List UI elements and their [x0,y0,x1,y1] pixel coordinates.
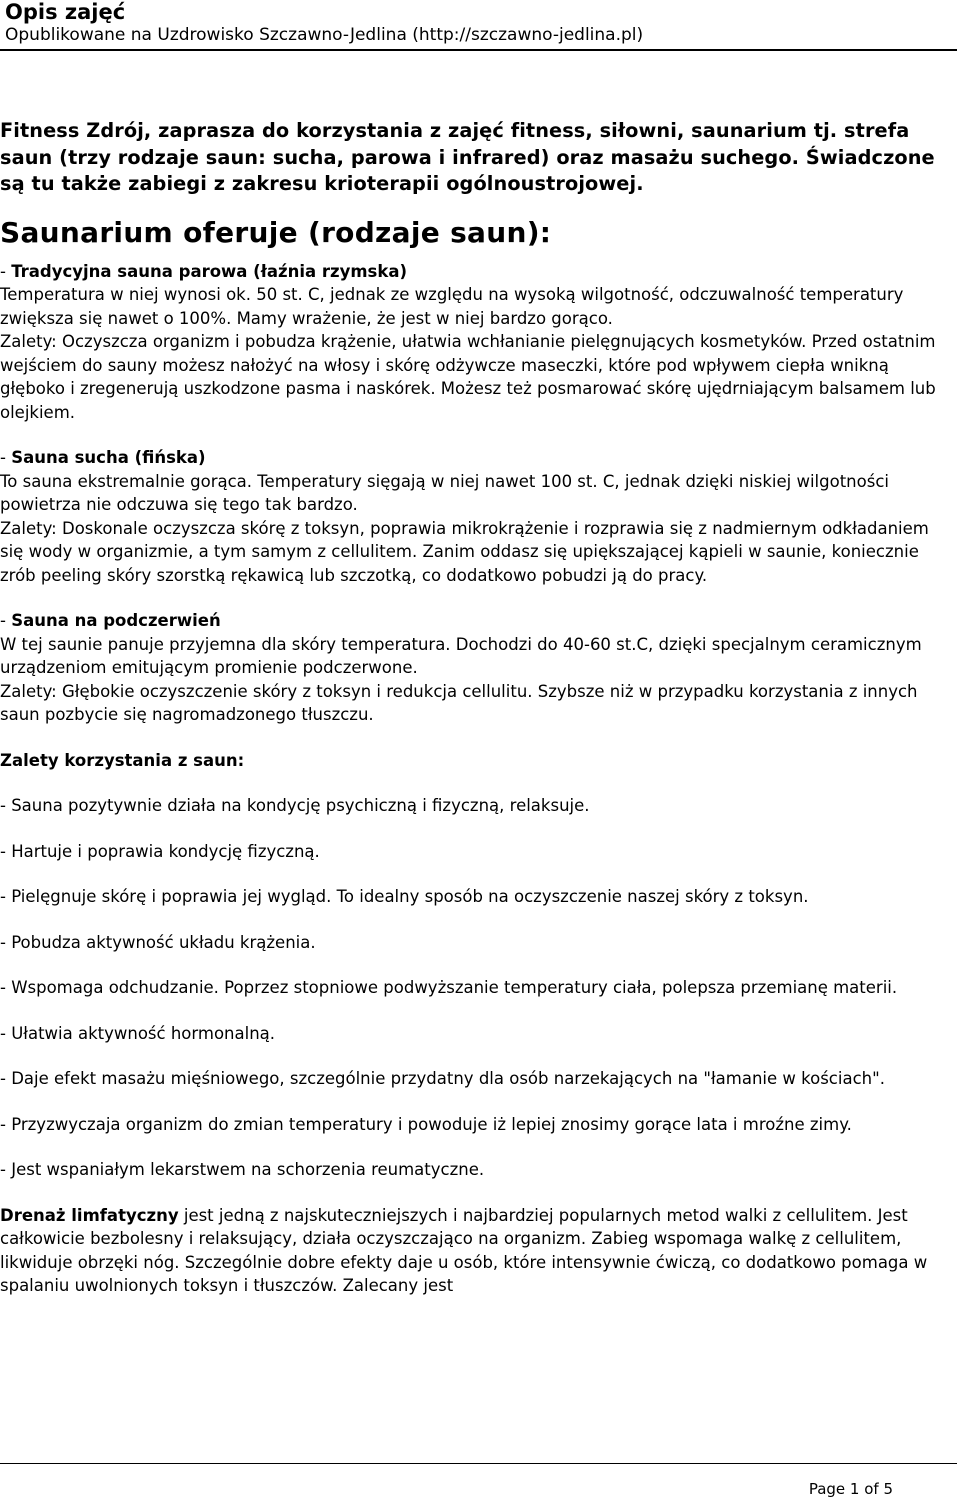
page-number: Page 1 of 5 [808,1480,893,1498]
sauna-podczerwien-description: W tej saunie panuje przyjemna dla skóry temperatura. Dochodzi do 40-60 st.C, dzięki specjalnym ceramicznym urządzeniom emitującym promienie podczerwone. [0,634,922,677]
saunarium-heading: Saunarium oferuje (rodzaje saun): [0,215,552,249]
sauna-sucha-name: Sauna sucha (fińska) [11,448,206,467]
article-body [0,118,952,1298]
sauna-parowa-name: Tradycyjna sauna parowa (łaźnia rzymska) [11,261,408,281]
sauna-podczerwien-name: Sauna na podczerwień [11,611,221,630]
header-divider [0,49,957,51]
sauna-sucha-description: To sauna ekstremalnie gorąca. Temperatury sięgają w niej nawet 100 st. C, jednak dzięki niskiej wilgotności powietrza nie odczuwa się tego tak bardzo. [0,471,889,514]
document-page [5,0,957,46]
drenaz-text: jest jedną z najskuteczniejszych i najbardziej popularnych metod walki z cellulitem. Jest całkowicie bezbolesny i relaksujący, działa oczyszczająco na organizm. Zabieg wspomaga walkę z cellulitem, likwiduje obrzęki nóg. Szczególnie dobre efekty daje u osób, które intensywnie ćwiczą, co dodatkowo pomaga w spalaniu uwolnionych toksyn i tłuszczów. Zalecany jest [0,1205,928,1295]
sauna-sucha-title [0,446,952,470]
footer-divider [0,1463,957,1464]
sauna-sucha-benefits: Zalety: Doskonale oczyszcza skórę z toksyn, poprawia mikrokrążenie i rozprawia się z nadmiernym odkładaniem się wody w organizmie, a tym samym z cellulitem. Zanim oddasz się upiększającej kąpieli w saunie, koniecznie zrób peeling skóry szorstką rękawicą lub szczotką, co dodatkowo pobudzi ją do pracy. [0,518,929,585]
page-title: Opis zajęć [5,0,126,24]
list-item: - Pielęgnuje skórę i poprawia jej wygląd. To idealny sposób na oczyszczenie naszej skóry z toksyn. [0,887,809,906]
list-item: - Pobudza aktywność układu krążenia. [0,932,316,952]
list-dash: - [0,448,12,467]
list-item: - Daje efekt masażu mięśniowego, szczególnie przydatny dla osób narzekających na "łamanie w kościach". [0,1069,885,1088]
list-item: - Hartuje i poprawia kondycję fizyczną. [0,841,320,861]
list-item: - Wspomaga odchudzanie. Poprzez stopniowe podwyższanie temperatury ciała, polepsza przemianę materii. [0,978,898,997]
list-dash: - [0,261,12,281]
sauna-podczerwien-benefits: Zalety: Głębokie oczyszczenie skóry z toksyn i redukcja cellulitu. Szybsze niż w przypadku korzystania z innych saun pozbycie się nagromadzonego tłuszczu. [0,681,918,724]
page-footer [0,1463,960,1498]
intro-paragraph: Fitness Zdrój, zaprasza do korzystania z zajęć fitness, siłowni, saunarium tj. strefa saun (trzy rodzaje saun: sucha, parowa i infrared) oraz masażu suchego. Świadczone są tu także zabiegi z zakresu krioterapii ogólnoustrojowej. [0,119,935,195]
sauna-parowa-title [0,260,952,284]
list-item: - Przyzwyczaja organizm do zmian temperatury i powoduje iż lepiej znosimy gorące lata i mroźne zimy. [0,1114,852,1134]
benefits-list [0,794,952,1182]
page-subtitle: Opublikowane na Uzdrowisko Szczawno-Jedlina (http://szczawno-jedlina.pl) [5,25,644,45]
drenaz-term: Drenaż limfatyczny [0,1205,179,1225]
benefits-heading-text: Zalety korzystania z saun: [0,750,245,770]
list-item: - Jest wspaniałym lekarstwem na schorzenia reumatyczne. [0,1160,485,1179]
sauna-parowa-description: Temperatura w niej wynosi ok. 50 st. C, jednak ze względu na wysoką wilgotność, odczuwalność temperatury zwiększa się nawet o 100%. Mamy wrażenie, że jest w niej bardzo gorąco. [0,285,904,328]
list-dash: - [0,611,12,630]
sauna-parowa-benefits: Zalety: Oczyszcza organizm i pobudza krążenie, ułatwia wchłanianie pielęgnujących kosmetyków. Przed ostatnim wejściem do sauny możesz nałożyć na włosy i skórę odżywcze maseczki, które pod wpływem ciepła wnikną głęboko i zregenerują uszkodzone pasma i naskórek. Możesz też posmarować skórę ujędrniającym balsamem lub olejkiem. [0,332,936,422]
sauna-podczerwien-title [0,609,952,633]
drenaz-paragraph [0,1204,952,1298]
list-item: - Sauna pozytywnie działa na kondycję psychiczną i fizyczną, relaksuje. [0,796,590,815]
list-item: - Ułatwia aktywność hormonalną. [0,1023,276,1043]
benefits-heading [0,749,952,773]
